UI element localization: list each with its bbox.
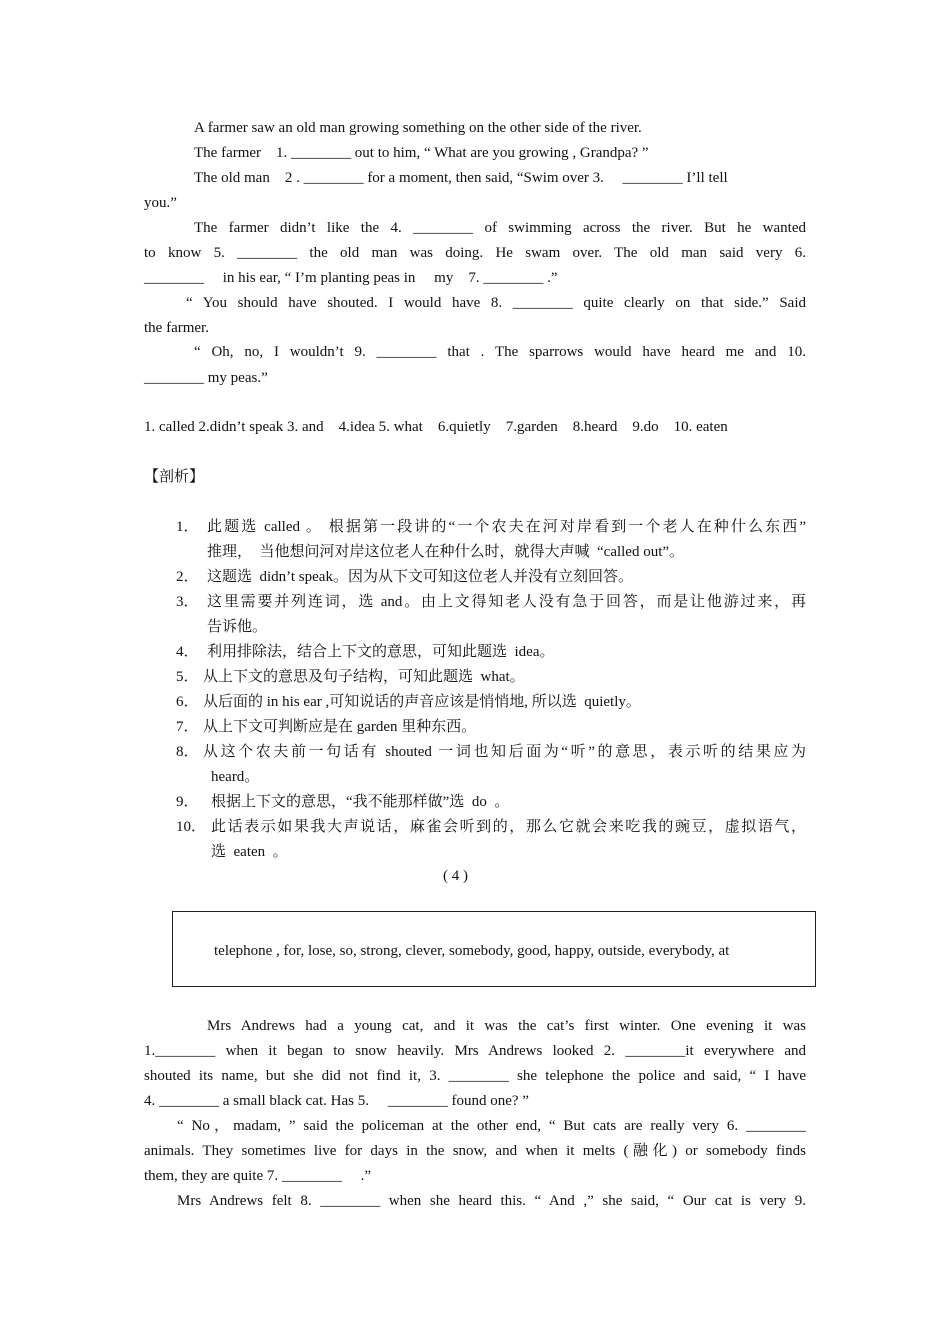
passage-line: Mrs Andrews felt 8. ________ when she heard this. “ And ,” she said, “ Our cat is very 9.	[177, 1193, 806, 1209]
passage-line: The farmer didn’t like the 4. ________ of swimming across the river. But he wanted	[194, 220, 806, 236]
item-number: 6．	[176, 694, 199, 710]
item-number: 1．	[176, 519, 199, 535]
item-number: 3．	[176, 594, 199, 610]
item-text: 从上下文可判断应是在 garden 里种东西。	[203, 719, 477, 735]
item-text: 此题选 called 。 根据第一段讲的“一个农夫在河对岸看到一个老人在种什么东西”	[207, 519, 806, 535]
item-number: 7．	[176, 719, 199, 735]
item-text: 利用排除法，结合上下文的意思，可知此题选 idea。	[207, 644, 555, 660]
passage-line: “ Oh, no, I wouldn’t 9. ________ that . The sparrows would have heard me and 10.	[194, 344, 806, 360]
item-text: 告诉他。	[207, 619, 268, 635]
item-number: 2．	[176, 569, 199, 585]
item-text: 选 eaten 。	[211, 844, 288, 860]
word-bank: telephone , for, lose, so, strong, clever, somebody, good, happy, outside, everybody, at	[214, 943, 730, 959]
passage-line: ________ in his ear, “ I’m planting peas in my 7. ________ .”	[144, 270, 558, 286]
item-text: 从上下文的意思及句子结构，可知此题选 what。	[203, 669, 525, 685]
passage-line: The farmer 1. ________ out to him, “ What are you growing , Grandpa? ”	[194, 145, 649, 161]
item-number: 5．	[176, 669, 199, 685]
passage-line: 4. ________ a small black cat. Has 5. ________ found one? ”	[144, 1093, 529, 1109]
passage-line: The old man 2 . ________ for a moment, then said, “Swim over 3. ________ I’ll tell	[194, 170, 728, 186]
section-number: ( 4 )	[443, 868, 468, 884]
item-text: 根据上下文的意思，“我不能那样做”选 do 。	[211, 794, 510, 810]
passage-line: “ No，madam, ” said the policeman at the other end, “ But cats are really very 6. ________	[177, 1118, 806, 1134]
item-number: 10．	[176, 819, 207, 835]
passage-line: animals. They sometimes live for days in the snow, and when it melts (融化) or somebody finds	[144, 1143, 806, 1159]
item-text: heard。	[211, 769, 260, 785]
answer-key: 1. called 2.didn’t speak 3. and 4.idea 5. what 6.quietly 7.garden 8.heard 9.do 10. eaten	[144, 419, 728, 435]
item-text: 此话表示如果我大声说话，麻雀会听到的，那么它就会来吃我的豌豆，虚拟语气，	[211, 819, 806, 835]
item-text: 从后面的 in his ear ,可知说话的声音应该是悄悄地, 所以选 quietly。	[203, 694, 641, 710]
item-number: 9．	[176, 794, 199, 810]
passage-line: 1.________ when it began to snow heavily. Mrs Andrews looked 2. ________it everywhere and	[144, 1043, 806, 1059]
passage-line: Mrs Andrews had a young cat, and it was the cat’s first winter. One evening it was	[207, 1018, 806, 1034]
item-number: 8．	[176, 744, 199, 760]
passage-line: them, they are quite 7. ________ .”	[144, 1168, 372, 1184]
passage-line: to know 5. ________ the old man was doing. He swam over. The old man said very 6.	[144, 245, 806, 261]
passage-line: you.”	[144, 195, 177, 211]
passage-line: shouted its name, but she did not find it, 3. ________ she telephone the police and said, “ I have	[144, 1068, 806, 1084]
analysis-heading: 【剖析】	[144, 469, 205, 485]
passage-line: “ You should have shouted. I would have 8. ________ quite clearly on that side.” Said	[186, 295, 806, 311]
passage-line: ________ my peas.”	[144, 370, 268, 386]
passage-line: A farmer saw an old man growing something on the other side of the river.	[194, 120, 642, 136]
word-bank-box	[172, 911, 816, 987]
item-text: 这题选 didn’t speak。因为从下文可知这位老人并没有立刻回答。	[207, 569, 633, 585]
item-text: 这里需要并列连词，选 and。由上文得知老人没有急于回答，而是让他游过来，再	[207, 594, 806, 610]
item-number: 4．	[176, 644, 199, 660]
item-text: 从这个农夫前一句话有 shouted 一词也知后面为“听”的意思，表示听的结果应为	[203, 744, 806, 760]
item-text: 推理， 当他想问河对岸这位老人在种什么时，就得大声喊 “called out”。	[207, 544, 685, 560]
passage-line: the farmer.	[144, 320, 209, 336]
